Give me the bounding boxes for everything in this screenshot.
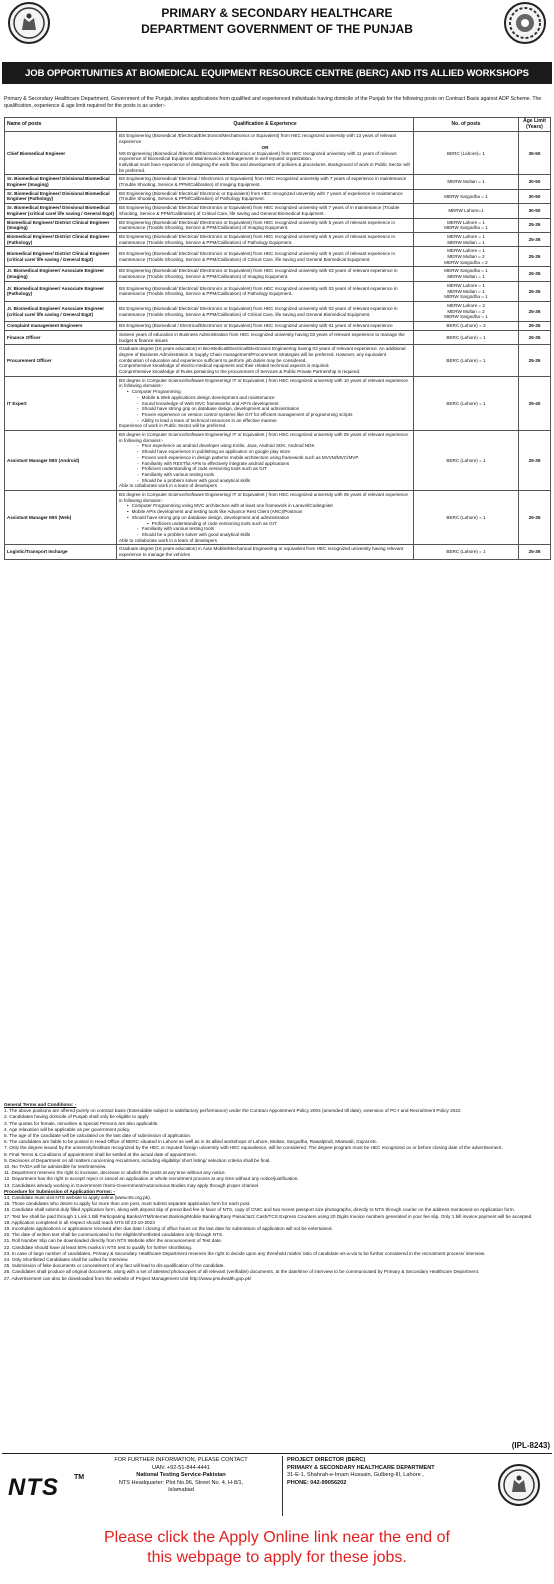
post-qualification	[117, 232, 414, 246]
column-header: Qualification & Experience	[117, 118, 414, 132]
post-name: Logistic/Transport Incharge	[5, 545, 117, 559]
procedure-item: 14. Candidate must visit NTS website to apply online (www.nts.org.pk).	[4, 1195, 151, 1201]
age-limit: 30-50	[519, 175, 551, 189]
procedure-item: 17. Test fee shall be paid through 1 Link 1 Bill Participating Banks/ATM/Internet Banking/Mobile Banking/Easy Paisa/Jazz Cash/TCS Express Counters using 20 Digits Invoice numbers generated in your fee slip. Only 1 bill invoice payment will be accepted.	[4, 1213, 533, 1219]
qualification-line: BS degree in Computer Science/Software Engineering/ IT or Equivalent ) from HEC recognized university with 05 years of relevant experience in following domains:-	[119, 432, 408, 443]
post-count	[414, 189, 519, 203]
table-row	[5, 330, 551, 344]
department-name: PRIMARY & SECONDARY HEALTHCARE DEPARTMENT	[287, 1464, 435, 1471]
post-name: Biomedical Engineer/ District Clinical Engineer (critical care/ life saving / General Eqpt)	[5, 247, 117, 267]
qualification-line: Able to collaborate work in a team of developers	[119, 483, 218, 489]
post-qualification	[117, 345, 414, 377]
term-item: 3. The quotas for female, minorities & Special Persons are also applicable.	[4, 1120, 159, 1126]
qualification-line: ◦ Mobile & Web applications design development and maintenance	[119, 395, 411, 401]
qualification-line: BS Engineering (Biomedical/ Electrical/ Electronic or Equivalent) from HEC recognized university with 7 years of experience in maintenance (Trouble Shooting, Service & PPM/Calibration) of Pathology Equipment.	[119, 190, 403, 202]
post-location: BERC (Lahore) = 1	[446, 400, 486, 406]
intro-paragraph: Primary & Secondary Healthcare Department, Government of the Punjab, invites applications from qualified and experienced individuals having domicile of the Punjab for the following posts on Contract Basis against ADP Scheme. The qualification, experience & age limit required for the posts is as under:-	[4, 96, 542, 109]
header	[0, 0, 554, 60]
org-line-2: DEPARTMENT GOVERNMENT OF THE PUNJAB	[141, 22, 413, 36]
post-name: Sr. Biomedical Engineer/ Divisional Biomedical Engineer (Imaging)	[5, 175, 117, 189]
table-row	[5, 491, 551, 545]
post-count	[414, 232, 519, 246]
qualification-line: ◦ Should have experience in publishing an application on google play store	[119, 449, 411, 455]
post-name: Jr. Biomedical Engineer/ Associate Engineer (critical care/ life saving / General Eqpt)	[5, 301, 117, 321]
column-header: Name of posts	[5, 118, 117, 132]
nts-name: National Testing Service-Pakistan	[136, 1472, 226, 1479]
column-header: No. of posts	[414, 118, 519, 132]
age-limit: 25-35	[519, 301, 551, 321]
post-name: Chief Biomedical Engineer	[5, 132, 117, 175]
post-qualification	[117, 189, 414, 203]
post-location: BERC (Lahore) = 3	[446, 323, 486, 329]
column-header: Age Limit (Years)	[519, 118, 551, 132]
post-location: MERW Multan = 1	[447, 274, 485, 280]
post-count	[414, 175, 519, 189]
post-name: Assistant Manager MIS (Web)	[5, 491, 117, 545]
qualification-line: ◦ Should have strong grip on database design, development and administration	[119, 406, 411, 412]
age-limit: 25-35	[519, 345, 551, 377]
post-name: Jr. Biomedical Engineer/ Associate Engineer (Imaging)	[5, 267, 117, 281]
table-row	[5, 247, 551, 267]
post-name: Biomedical Engineer/ District Clinical Engineer (Pathology)	[5, 232, 117, 246]
procedure-item: 25. Submission of fake documents or concealment of any fact will lead to dis-qualification of the candidate.	[4, 1263, 225, 1269]
qualification-line: • Should have strong grip on database design, development and administration	[119, 515, 411, 521]
post-location: MERW Multan = 1	[447, 288, 485, 294]
procedure-list	[4, 1195, 550, 1282]
age-limit: 30-50	[519, 189, 551, 203]
post-count	[414, 267, 519, 281]
table-row	[5, 132, 551, 175]
qualification-line: BS Engineering (Biomedical/ Electrical/ Electronics or Equivalent) from HEC recognized university with 5 years of relevant experience in maintenance (Trouble Shooting, Service & PPM/Calibration) of Critical Care, life saving and General Biomedical Equipment.	[119, 251, 396, 262]
post-count	[414, 330, 519, 344]
term-item: 8. Final Terms & Conditions of appointment shall be settled at the actual date of appointment.	[4, 1151, 197, 1157]
post-count	[414, 491, 519, 545]
age-limit: 25-35	[519, 247, 551, 267]
post-location: BERC (Lahore) = 1	[446, 357, 486, 363]
apply-online-notice	[0, 1528, 554, 1568]
punjab-govt-logo	[8, 2, 50, 44]
table-row	[5, 189, 551, 203]
apply-notice-line-2: this webpage to apply for these jobs.	[147, 1549, 407, 1566]
post-location: MERW Sargodha = 1	[444, 268, 488, 274]
post-location: MERW Sargodha = 1	[444, 294, 488, 300]
post-location: MERW Lahore = 2	[447, 302, 485, 308]
nts-trademark: TM	[74, 1474, 85, 1481]
table-row	[5, 204, 551, 218]
post-location: MERW Sargodha = 1	[444, 314, 488, 320]
qualification-line: BS Engineering (Biomedical/ Electrical/ Electronics or Equivalent) from HEC recognized university with 5 years of relevant experience in maintenance (Trouble Shooting, Service & PPM/Calibration) of Pathology Equipment.	[119, 233, 396, 245]
qualification-line: BS Engineering (Biomedical/ Electrical/ Electronics or Equivalent) from HEC recognized university with 03 years of relevant experience in maintenance (Trouble Shooting, Service & PPM/Calibration) of Critical Care, life saving and General Biomedical Equipment.	[119, 305, 398, 317]
table-row	[5, 267, 551, 281]
post-qualification	[117, 545, 414, 559]
term-item: 13. Candidates already working in Government /Semi-Government/Autonomous Bodies may apply through proper channel.	[4, 1182, 260, 1188]
footer-divider	[282, 1456, 283, 1516]
procedure-item: 24. Only Shortlisted Candidates shall be called for interview.	[4, 1257, 129, 1263]
post-qualification	[117, 175, 414, 189]
org-line-1: PRIMARY & SECONDARY HEALTHCARE	[161, 6, 393, 20]
qualification-line: Individual must have experience of designing the work flow and development of policies & procedures. Background of work in Public Sector will be preferred.	[119, 161, 410, 173]
post-location: MERW Lahore = 1	[447, 282, 485, 288]
procedure-item: 27. Advertisement can also be downloaded from the website of Project Management Unit http://www.pmuhealth.gop.pk/	[4, 1275, 252, 1281]
qualification-line: ◦ Should be a problem solver with good analytical skills	[119, 532, 411, 538]
term-item: 1. The above positions are offered purely on contract basis (Extendable subject to satisfactory performance) under the Contract Appointment Policy 2004 (amended till date), extension of PC-I and Recruitment Policy 2022	[4, 1108, 461, 1114]
qualification-line: Able to collaborate work in a team of developers	[119, 537, 218, 543]
footer	[2, 1453, 552, 1527]
nts-logo: NTS	[8, 1474, 59, 1501]
post-location: MERW Multan = 1	[447, 239, 485, 245]
post-qualification	[117, 322, 414, 331]
punjab-govt-logo-footer	[498, 1464, 540, 1506]
term-item: 6. The candidates are liable to be posted in Head Office of BERC situated in Lahore as well as in its allied workshops of Lahore, Multan, Sargodha, Rawalpindi, Mianwali, Gujrat etc.	[4, 1139, 378, 1145]
qualification-line: ◦ Prior experience as android developer using Kotlin, Java, Android SDK, Android NDK	[119, 443, 411, 449]
qualification-line: BS Engineering (Biomedical / Electrical/Electronics or Equivalent) from HEC recognized university with 01 years of relevant experience	[119, 323, 393, 329]
post-count	[414, 301, 519, 321]
table-row	[5, 322, 551, 331]
post-location: MERW Lahore=1	[448, 207, 484, 213]
department-address: 31-E-1, Shahrah-e-Imam Hussain, Gulberg-III, Lahore ,	[287, 1472, 424, 1479]
age-limit: 25-35	[519, 267, 551, 281]
qualification-line: BS Engineering (Biomedical/ Electrical/ Electronics or Equivalent) from HEC recognized university with 7 years of in maintenance (Trouble Shooting, Service & PPM/Calibration) of Critical Care, life saving and General Biomedical Equipment.	[119, 205, 400, 216]
post-location: MERW Sargodha = 1	[444, 225, 488, 231]
post-location: MERW Multan = 2	[447, 308, 485, 314]
post-count	[414, 545, 519, 559]
post-count	[414, 218, 519, 232]
post-count	[414, 431, 519, 491]
qualification-line: ▪ Proficient understanding of code versioning tools such as GIT	[119, 521, 411, 527]
terms-list	[4, 1108, 550, 1189]
age-limit: 25-35	[519, 218, 551, 232]
age-limit: 25-35	[519, 491, 551, 545]
qualification-line: Sixteen years of education in Business Administration from HEC recognized university having 03 years of relevant experience to manage the budget & finance issues	[119, 331, 405, 343]
term-item: 9. Decisions of Department on all matters concerning recruitment, including eligibility/ short listing/ selection criteria shall be final.	[4, 1157, 271, 1163]
qualification-line: BS Engineering (Biomedical/ Electrical/ Electronics or Equivalent) from HEC recognized university with 03 years of relevant experience in maintenance (Trouble Shooting, Service & PPM/Calibration) of Pathology Equipment.	[119, 285, 398, 297]
qualification-line: Experience of work in Public Sector will be preferred.	[119, 423, 227, 429]
post-location: MERW Lahore = 1	[447, 248, 485, 254]
project-director-title: PROJECT DIRECTOR (BERC)	[287, 1457, 366, 1463]
post-name: Biomedical Engineer/ District Clinical Engineer (Imaging)	[5, 218, 117, 232]
post-name: Procurement Officer	[5, 345, 117, 377]
qualification-line: OR	[261, 144, 269, 150]
qualification-line: ◦ Sound knowledge of Web MVC frameworks and API's development	[119, 401, 411, 407]
post-location: MERW Lahore = 1	[447, 219, 485, 225]
post-name: Finance Officer	[5, 330, 117, 344]
qualification-line: Comprehensive knowledge of Rules pertaining to the procurement of Services & Public Private Partnership is required.	[119, 369, 361, 375]
qualification-line: ◦ Proven experience on version control systems like GIT for efficient management of programming scripts	[119, 412, 411, 418]
qualification-line: ◦ Familiarity with RESTful APIs to effectively integrate android applications	[119, 461, 411, 467]
nts-contact-heading: FOR FURTHER INFORMATION, PLEASE CONTACT	[114, 1457, 248, 1463]
project-director-block	[287, 1457, 487, 1487]
term-item: 2. Candidates having domicile of Punjab shall only be eligible to apply	[4, 1114, 149, 1120]
post-qualification	[117, 281, 414, 301]
procedure-item: 15. Those candidates who desire to apply for more than one post, must submit separate application form for each post.	[4, 1201, 251, 1207]
post-count	[414, 376, 519, 430]
table-row	[5, 218, 551, 232]
age-limit: 25-35	[519, 281, 551, 301]
age-limit: 25-35	[519, 330, 551, 344]
qualification-line: ◦ Ability to lead a team of technical resources in an effective manner.	[119, 418, 411, 424]
post-qualification	[117, 431, 414, 491]
table-row	[5, 175, 551, 189]
post-name: Sr. Biomedical Engineer/ Divisional Biomedical Engineer (Pathology)	[5, 189, 117, 203]
post-name: Jr. Biomedical Engineer/ Associate Engineer (Pathology)	[5, 281, 117, 301]
post-qualification	[117, 301, 414, 321]
qualification-line: BS Engineering (Biomedical/ Electrical/ Electronics or Equivalent) from HEC recognized university with 03 years of relevant experience in maintenance (Trouble Shooting, Service & PPM/Calibration) of Imaging Equipment.	[119, 268, 398, 280]
apply-notice-line-1: Please click the Apply Online link near the end of	[104, 1529, 450, 1546]
post-location: MERW Multan = 2	[447, 254, 485, 260]
age-limit: 30-50	[519, 204, 551, 218]
table-row	[5, 376, 551, 430]
term-item: 4. Age relaxation will be applicable as per government policy.	[4, 1126, 131, 1132]
post-qualification	[117, 218, 414, 232]
post-name: Assistant Manager MIS (Android)	[5, 431, 117, 491]
qualification-line: ◦ Proven work experience in design patterns mobile architecture using framework such as MVVM/MVC/MVP	[119, 455, 411, 461]
table-header-row	[5, 118, 551, 132]
procedure-item: 21. Roll Number Slip can be downloaded directly from NTS Website after the announcement of Test date.	[4, 1238, 223, 1244]
qualification-line: BS degree in Computer Science/Software Engineering/ IT or Equivalent ) from HEC recognized university with 05 years of relevant experience in following domains:-	[119, 492, 408, 503]
department-seal-logo	[504, 2, 546, 44]
post-location: BERC (Lahore) = 1	[446, 549, 486, 555]
procedure-item: 22. Candidate should have at least 50% marks in NTS test to qualify for further shortlisting.	[4, 1244, 193, 1250]
term-item: 11. Department reserves the right to increase, decrease or abolish the posts at any time without any notice.	[4, 1170, 226, 1176]
post-name: Sr. Biomedical Engineer/ Divisional Biomedical Engineer (critical care/ life saving / General Eqpt)	[5, 204, 117, 218]
nts-city: Islamabad	[168, 1487, 194, 1494]
term-item: 12. Department has the right to accept/ reject or cancel an application or whole recruitment process at any time without any notice/justification.	[4, 1176, 299, 1182]
qualification-line: MS Engineering (Biomedical /Electrical/Electronics/Mechatronics or Equivalent) from HEC recognized university with 11 years of relevant experience of Biomedical Equipment Maintenance & Management in well reputed organization.	[119, 150, 397, 162]
table-row	[5, 301, 551, 321]
post-location: BERC (Lahore)= 1	[447, 150, 485, 156]
post-qualification	[117, 247, 414, 267]
post-name: IT Expert	[5, 376, 117, 430]
nts-address: NTS Headquarter: Plot No.96, Street No. 4, H-8/1,	[118, 1479, 244, 1486]
post-count	[414, 281, 519, 301]
age-limit: 25-35	[519, 322, 551, 331]
post-count	[414, 132, 519, 175]
post-location: MERW Lahore = 1	[447, 233, 485, 239]
procedure-item: 26. Candidates shall produce all original documents, along with a set of attested photocopies of all relevant (verifiable) documents, at the date/time of interview to be communicated by Primary & Secondary Healthcare Department.	[4, 1269, 480, 1275]
job-opportunities-banner: JOB OPPORTUNITIES AT BIOMEDICAL EQUIPMENT RESOURCE CENTRE (BERC) AND ITS ALLIED WORKSHOPS	[2, 62, 552, 84]
qualification-line: BS Engineering (Biomedical /Electrical/Electronics/Mechatronics or Equivalent) from HEC recognized university with 13 years of relevant experience	[119, 133, 397, 145]
post-qualification	[117, 491, 414, 545]
age-limit: 35-50	[519, 132, 551, 175]
post-location: MERW Multan = 1	[447, 179, 485, 185]
term-item: 7. Only the degree issued by the university/institute recognized by the HEC or reputed foreign university with HEC equivalence, will be considered. The degree program must be HEC recognized on or before closing date of the advertisement.	[4, 1145, 503, 1151]
post-location: MERW Sargodha = 2	[444, 259, 488, 265]
post-count	[414, 345, 519, 377]
post-qualification	[117, 267, 414, 281]
nts-contact-block	[86, 1457, 276, 1495]
age-limit: 25-35	[519, 431, 551, 491]
table-row	[5, 431, 551, 491]
post-count	[414, 204, 519, 218]
age-limit: 25-35	[519, 545, 551, 559]
term-item: 5. The age of the candidate will be calculated on the last date of submission of application.	[4, 1133, 192, 1139]
department-phone: PHONE: 042-99056202	[287, 1479, 347, 1486]
qualification-line: ◦ Should be a problem solver with good analytical skills	[119, 478, 411, 484]
post-count	[414, 322, 519, 331]
post-location: MERW Sargodha = 1	[444, 193, 488, 199]
qualification-line: Graduate degree (16 years education) in Auto Mobile/Mechanical Engineering or equivalent from HEC recognized university having relevant experience to manage the vehicles	[119, 546, 404, 558]
ipl-reference: (IPL-8243)	[511, 1441, 550, 1450]
qualification-line: BS degree in Computer Science/Software Engineering/ IT or Equivalent ) from HEC recognized university with 10 years of relevant experience in following domains:-	[119, 377, 408, 389]
procedure-item: 20. The date of written test shall be communicated to the eligible/shortlisted candidates only through NTS.	[4, 1232, 224, 1238]
procedure-item: 23. In case of large number of candidates, Primary & Secondary Healthcare Department reserves the right to decide upon any threshold marks/ ratio of candidate vis-a-vis to be further considered in the recruitment process/ interview.	[4, 1250, 486, 1256]
post-qualification	[117, 132, 414, 175]
age-limit: 25-35	[519, 232, 551, 246]
qualification-line: Graduate degree (16 years education) in Bio-Medical/Electrical/Electronics Engineering having 03 years of relevant experience. An additional degree of Business Administration in Supply Chain management/Procurement Strategies will be preferred. However, any equivalent combination of education and experience sufficient to perform job duties may be considered.	[119, 346, 406, 363]
qualification-line: BS Engineering (Biomedical/ Electrical / Electronics or Equivalent) from HEC recognized university with 7 years of experience in maintenance (Trouble Shooting, Service & PPM/Calibration) of Imaging Equipment.	[119, 176, 407, 188]
qualification-line: ◦ Familiarity with various testing tools	[119, 472, 411, 478]
posts-table	[4, 117, 551, 560]
post-qualification	[117, 204, 414, 218]
post-location: BERC (Lahore) = 1	[446, 514, 486, 520]
post-count	[414, 247, 519, 267]
table-row	[5, 281, 551, 301]
procedure-item: 18. Application completed in all respect should reach NTS till 23-10-2023	[4, 1219, 155, 1225]
qualification-line: Comprehensive knowledge of electro-medical equipment and their related technical aspects is required.	[119, 363, 330, 369]
terms-heading: General Terms and Conditions: -	[4, 1102, 77, 1107]
nts-uan: UAN: +92-51-844-4441	[152, 1464, 210, 1471]
table-row	[5, 345, 551, 377]
post-qualification	[117, 376, 414, 430]
post-qualification	[117, 330, 414, 344]
table-row	[5, 232, 551, 246]
qualification-line: ◦ Familiarity with various testing tools	[119, 526, 411, 532]
procedure-item: 16. Candidate shall submit duly filled Application form, along with deposit slip of prescribed fee in favor of NTS, copy of CNIC and two recent passport size photographs, directly to NTS through courier on the address mentioned on Application form.	[4, 1207, 515, 1213]
post-location: BERC (Lahore) = 1	[446, 457, 486, 463]
procedure-item: 19. Incomplete applications or applications received after due date / closing of office hours on the last date for submission of application will not be entertained.	[4, 1226, 333, 1232]
age-limit: 25-40	[519, 376, 551, 430]
table-row	[5, 545, 551, 559]
procedure-heading: Procedure for Submission of Application Forms: -	[4, 1188, 116, 1194]
qualification-line: • Mobile APIs development and testing tools like Advance Rest Client (ARC)/Postman	[119, 509, 411, 515]
qualification-line: • Computer Programming using MVC architecture with at least one framework in Laravel/CodeIgniter	[119, 503, 411, 509]
post-name: Complaint management Engineers	[5, 322, 117, 331]
qualification-line: BS Engineering (Biomedical/ Electrical/ Electronics or Equivalent) from HEC recognized university with 5 years of relevant experience in maintenance (Trouble Shooting, Service & PPM/Calibration) of Imaging Equipment.	[119, 219, 396, 231]
table-body	[5, 132, 551, 559]
qualification-line: • Computer Programming	[119, 389, 411, 395]
terms-section	[4, 1102, 550, 1282]
post-location: BERC (Lahore) = 1	[446, 334, 486, 340]
term-item: 10. No TA/DA will be admissible for test/interview.	[4, 1164, 107, 1170]
qualification-line: ◦ Proficient understanding of code versioning tools such as GIT	[119, 466, 411, 472]
